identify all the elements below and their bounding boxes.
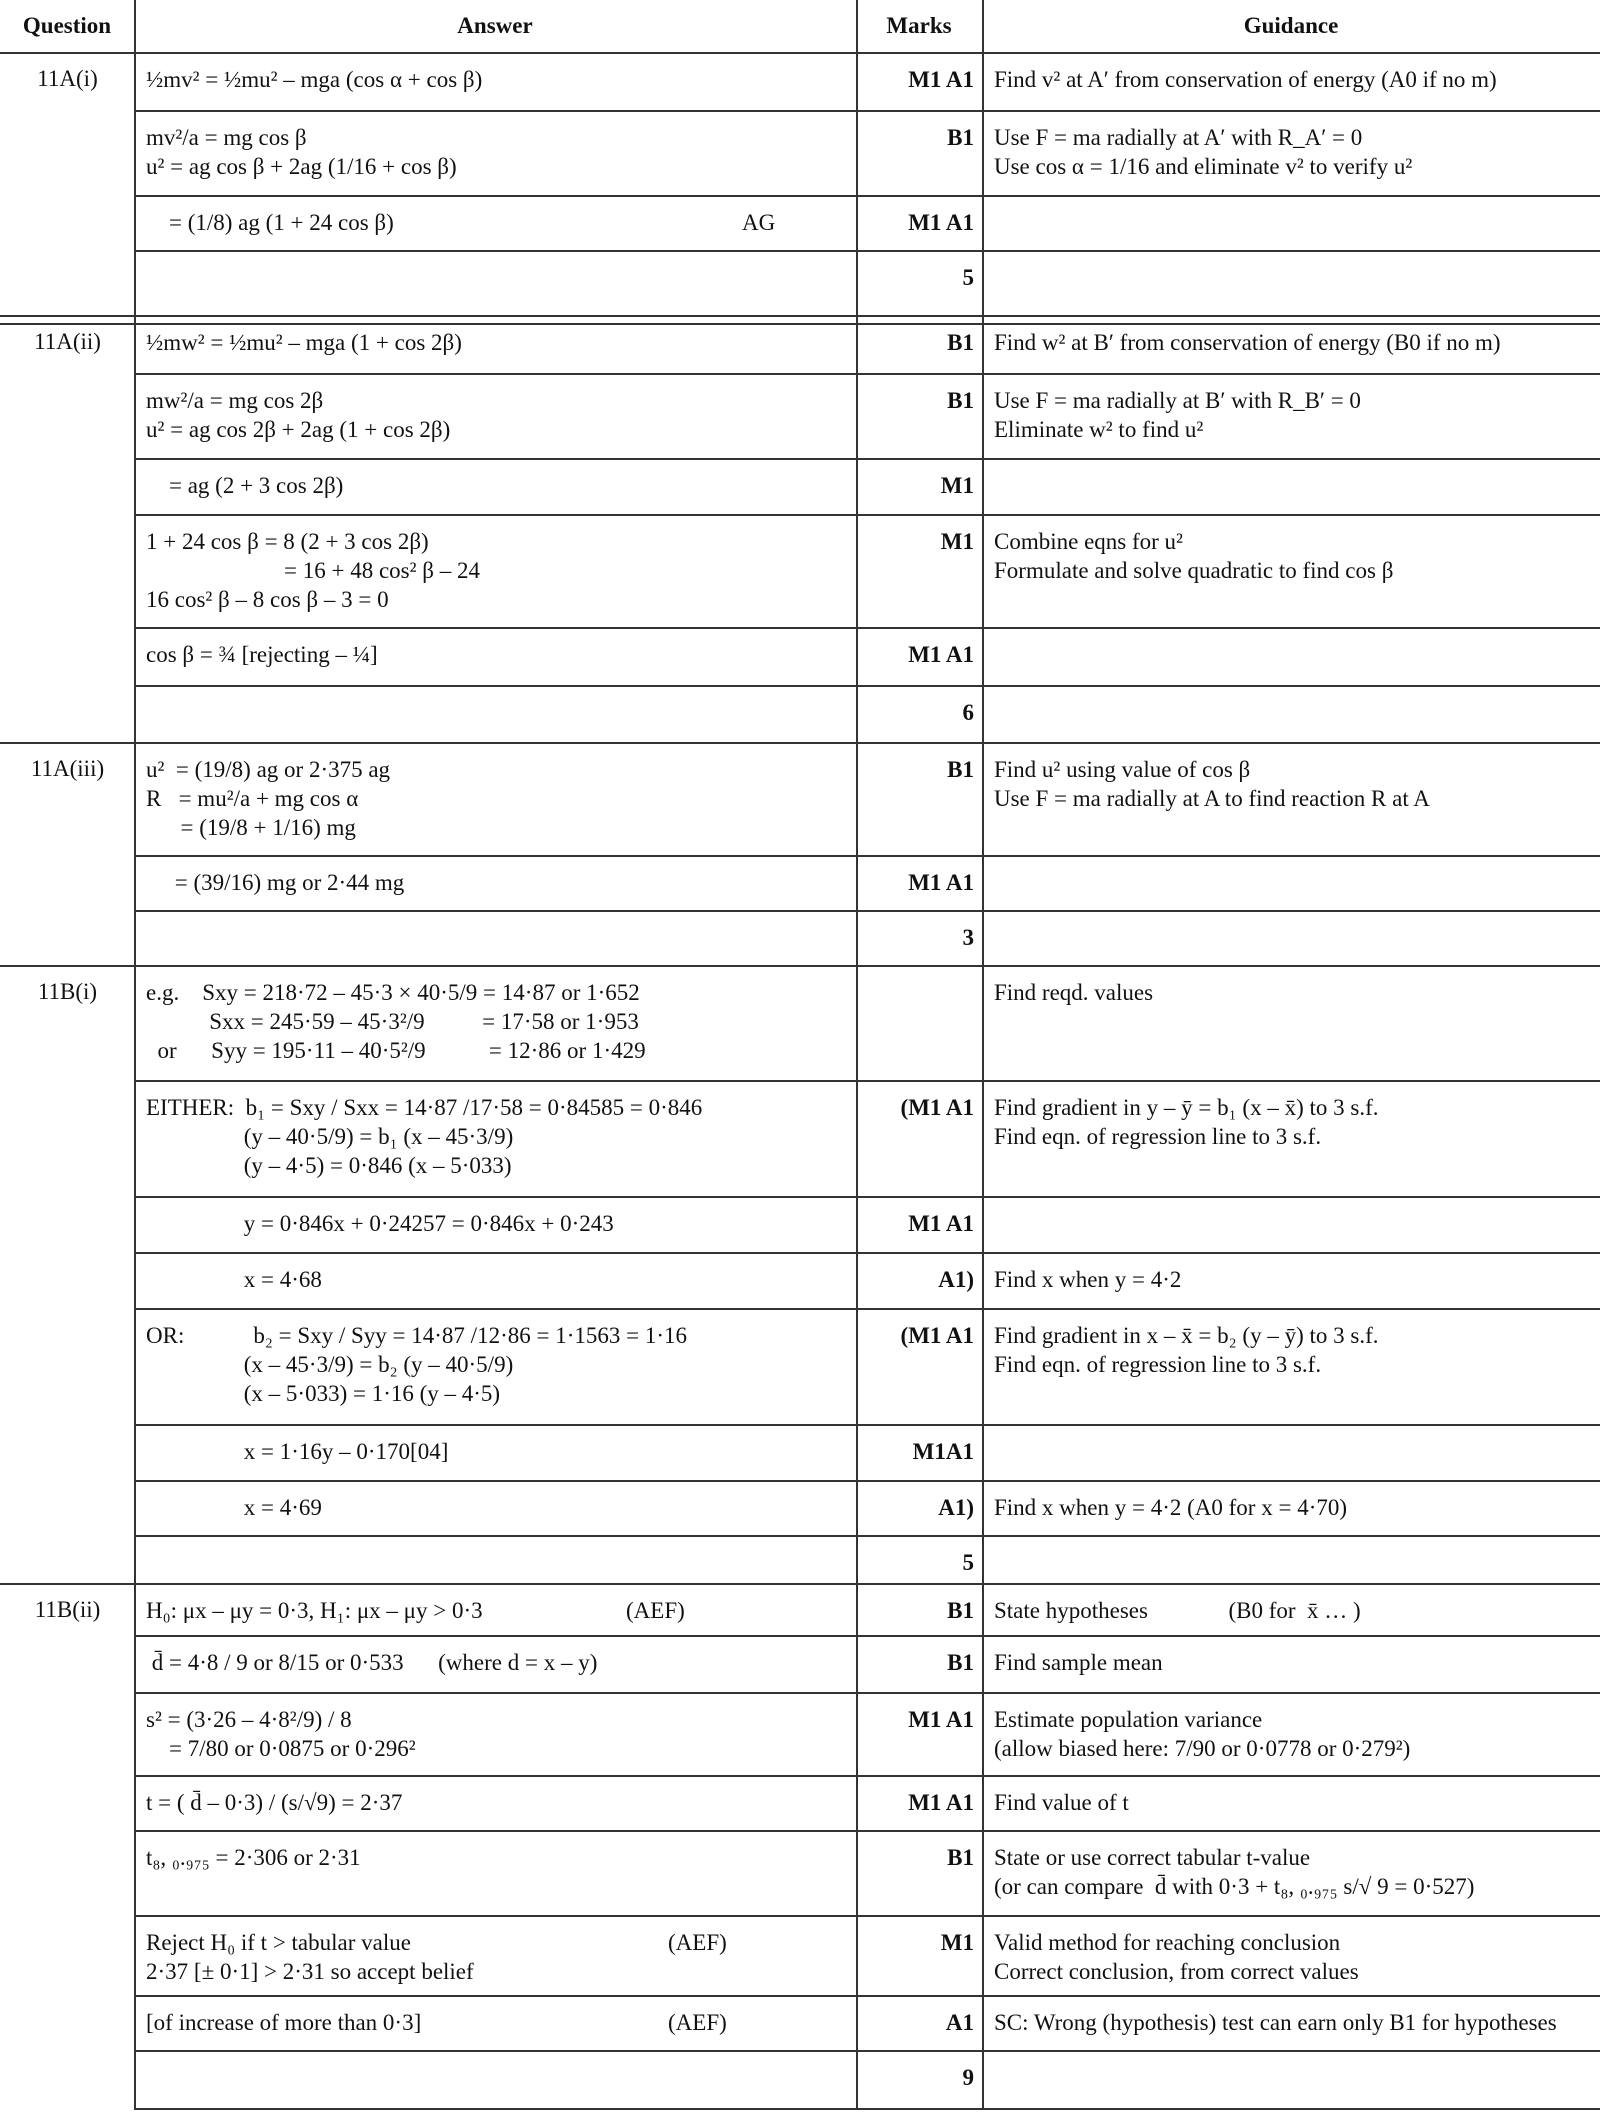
row-rule xyxy=(134,110,1600,112)
marks-cell: M1 xyxy=(940,529,974,554)
section-double-rule xyxy=(0,323,1600,325)
row-rule xyxy=(134,514,1600,516)
answer-cell: x = 4·68 xyxy=(146,1267,322,1292)
answer-cell: ½mw² = ½mu² – mga (1 + cos 2β) xyxy=(146,330,462,355)
marks-cell: M1 A1 xyxy=(908,1707,974,1732)
guidance-cell: State or use correct tabular t-value (or can compare d̄ with 0·3 + t₈, ₀.₉₇₅ s/√ 9 = 0·527) xyxy=(994,1845,1475,1899)
answer-cell: x = 1·16y – 0·170[04] xyxy=(146,1439,449,1464)
marks-cell: B1 xyxy=(947,330,974,355)
row-rule xyxy=(134,1252,1600,1254)
marks-total: 5 xyxy=(962,1550,974,1575)
row-rule xyxy=(134,1480,1600,1482)
guidance-cell: Combine eqns for u² Formulate and solve quadratic to find cos β xyxy=(994,529,1394,583)
answer-cell: mw²/a = mg cos 2β u² = ag cos 2β + 2ag (1 + cos 2β) xyxy=(146,388,451,442)
header-rule xyxy=(0,52,1600,54)
guidance-cell: Find gradient in x – x̄ = b₂ (y – ȳ) to 3 s.f. Find eqn. of regression line to 3 s.f. xyxy=(994,1323,1379,1377)
row-rule xyxy=(134,373,1600,375)
row-rule xyxy=(134,250,1600,252)
answer-cell: s² = (3·26 – 4·8²/9) / 8 = 7/80 or 0·0875 or 0·296² xyxy=(146,1707,416,1761)
row-rule xyxy=(134,1915,1600,1917)
answer-cell: = (39/16) mg or 2·44 mg xyxy=(146,870,405,895)
answer-cell: EITHER: b₁ = Sxy / Sxx = 14·87 /17·58 = 0·84585 = 0·846 (y – 40·5/9) = b₁ (x – 45·3/9) (y – 4·5) = 0·846 (x – 5·033) xyxy=(146,1095,703,1178)
row-rule xyxy=(134,1196,1600,1198)
marks-cell: A1) xyxy=(938,1495,974,1520)
answer-tag: (AEF) xyxy=(626,1598,685,1623)
guidance-cell: Find value of t xyxy=(994,1790,1129,1815)
answer-cell: u² = (19/8) ag or 2·375 ag R = mu²/a + mg cos α = (19/8 + 1/16) mg xyxy=(146,757,391,840)
guidance-cell: State hypotheses (B0 for x̄ … ) xyxy=(994,1598,1361,1623)
marks-cell: M1 xyxy=(940,1930,974,1955)
marks-cell: M1 A1 xyxy=(908,870,974,895)
marks-cell: M1 xyxy=(940,473,974,498)
answer-cell: cos β = ¾ [rejecting – ¼] xyxy=(146,642,378,667)
guidance-cell: Use F = ma radially at B′ with R_B′ = 0 Eliminate w² to find u² xyxy=(994,388,1361,442)
row-rule xyxy=(134,1424,1600,1426)
marks-total: 9 xyxy=(962,2065,974,2090)
header-marks: Marks xyxy=(886,13,952,38)
guidance-cell: Find v² at A′ from conservation of energy (A0 if no m) xyxy=(994,67,1497,92)
row-rule xyxy=(134,1830,1600,1832)
marks-cell: M1 A1 xyxy=(908,642,974,667)
answer-tag: (AEF) xyxy=(668,2010,727,2035)
answer-cell: y = 0·846x + 0·24257 = 0·846x + 0·243 xyxy=(146,1211,614,1236)
row-rule xyxy=(134,1308,1600,1310)
answer-cell: t₈, ₀.₉₇₅ = 2·306 or 2·31 xyxy=(146,1845,361,1870)
answer-cell: mv²/a = mg cos β u² = ag cos β + 2ag (1/16 + cos β) xyxy=(146,125,457,179)
guidance-cell: Find u² using value of cos β Use F = ma radially at A to find reaction R at A xyxy=(994,757,1430,811)
answer-cell: d̄ = 4·8 / 9 or 8/15 or 0·533 (where d = x – y) xyxy=(146,1650,598,1675)
answer-cell: H₀: μx – μy = 0·3, H₁: μx – μy > 0·3 xyxy=(146,1598,483,1623)
question-label: 11A(i) xyxy=(37,66,98,91)
marks-cell: B1 xyxy=(947,388,974,413)
header-answer: Answer xyxy=(457,13,533,38)
section-rule xyxy=(0,315,1600,317)
row-rule xyxy=(134,1692,1600,1694)
guidance-cell: Find x when y = 4·2 xyxy=(994,1267,1182,1292)
answer-tag: (AEF) xyxy=(668,1930,727,1955)
answer-cell: [of increase of more than 0·3] xyxy=(146,2010,422,2035)
guidance-cell: Estimate population variance (allow biased here: 7/90 or 0·0778 or 0·279²) xyxy=(994,1707,1411,1761)
bottom-rule xyxy=(134,2108,1600,2110)
row-rule xyxy=(134,855,1600,857)
marks-cell: B1 xyxy=(947,1598,974,1623)
guidance-cell: Find reqd. values xyxy=(994,980,1154,1005)
section-rule xyxy=(0,965,1600,967)
guidance-cell: SC: Wrong (hypothesis) test can earn only B1 for hypotheses xyxy=(994,2010,1557,2035)
header-guidance: Guidance xyxy=(1243,13,1339,38)
row-rule xyxy=(134,1080,1600,1082)
row-rule xyxy=(134,1635,1600,1637)
marks-cell: M1 A1 xyxy=(908,1790,974,1815)
marks-cell: M1 A1 xyxy=(908,1211,974,1236)
marks-cell: (M1 A1 xyxy=(900,1323,974,1348)
answer-cell: 1 + 24 cos β = 8 (2 + 3 cos 2β) = 16 + 48 cos² β – 24 16 cos² β – 8 cos β – 3 = 0 xyxy=(146,529,480,612)
question-label: 11B(i) xyxy=(37,979,98,1004)
guidance-cell: Valid method for reaching conclusion Correct conclusion, from correct values xyxy=(994,1930,1359,1984)
marks-cell: (M1 A1 xyxy=(900,1095,974,1120)
row-rule xyxy=(134,195,1600,197)
marks-cell: B1 xyxy=(947,757,974,782)
guidance-cell: Find x when y = 4·2 (A0 for x = 4·70) xyxy=(994,1495,1348,1520)
marks-total: 6 xyxy=(962,700,974,725)
answer-cell: t = ( d̄ – 0·3) / (s/√9) = 2·37 xyxy=(146,1790,403,1815)
guidance-cell: Use F = ma radially at A′ with R_A′ = 0 Use cos α = 1/16 and eliminate v² to verify u² xyxy=(994,125,1413,179)
answer-cell: e.g. Sxy = 218·72 – 45·3 × 40·5/9 = 14·87 or 1·652 Sxx = 245·59 – 45·3²/9 = 17·58 or 1·953 or Syy = 195·11 – 40·5²/9 = 12·86 or 1·429 xyxy=(146,980,646,1063)
marks-cell: B1 xyxy=(947,1845,974,1870)
row-rule xyxy=(134,458,1600,460)
guidance-cell: Find sample mean xyxy=(994,1650,1163,1675)
question-label: 11A(iii) xyxy=(30,756,105,781)
answer-cell: x = 4·69 xyxy=(146,1495,322,1520)
answer-cell: = (1/8) ag (1 + 24 cos β) xyxy=(146,210,394,235)
question-label: 11A(ii) xyxy=(34,329,101,354)
row-rule xyxy=(134,685,1600,687)
section-rule xyxy=(0,742,1600,744)
section-rule xyxy=(0,1583,1600,1585)
marks-total: 5 xyxy=(962,265,974,290)
marks-cell: B1 xyxy=(947,125,974,150)
guidance-cell: Find gradient in y – ȳ = b₁ (x – x̄) to 3 s.f. Find eqn. of regression line to 3 s.f. xyxy=(994,1095,1379,1149)
row-rule xyxy=(134,1535,1600,1537)
row-rule xyxy=(134,627,1600,629)
row-rule xyxy=(134,910,1600,912)
question-label: 11B(ii) xyxy=(34,1597,101,1622)
marks-cell: M1 A1 xyxy=(908,210,974,235)
marks-cell: A1) xyxy=(938,1267,974,1292)
header-question: Question xyxy=(22,13,112,38)
row-rule xyxy=(134,1995,1600,1997)
answer-cell: Reject H₀ if t > tabular value 2·37 [± 0·1] > 2·31 so accept belief xyxy=(146,1930,474,1984)
guidance-cell: Find w² at B′ from conservation of energy (B0 if no m) xyxy=(994,330,1501,355)
marks-cell: M1 A1 xyxy=(908,67,974,92)
row-rule xyxy=(134,1775,1600,1777)
marks-cell: A1 xyxy=(945,2010,974,2035)
answer-cell: = ag (2 + 3 cos 2β) xyxy=(146,473,344,498)
row-rule xyxy=(134,2050,1600,2052)
marks-total: 3 xyxy=(962,925,974,950)
answer-cell: OR: b₂ = Sxy / Syy = 14·87 /12·86 = 1·1563 = 1·16 (x – 45·3/9) = b₂ (y – 40·5/9) (x – 5·033) = 1·16 (y – 4·5) xyxy=(146,1323,687,1406)
marks-cell: M1A1 xyxy=(912,1439,974,1464)
marks-cell: B1 xyxy=(947,1650,974,1675)
answer-cell: ½mv² = ½mu² – mga (cos α + cos β) xyxy=(146,67,483,92)
answer-tag: AG xyxy=(742,210,776,235)
